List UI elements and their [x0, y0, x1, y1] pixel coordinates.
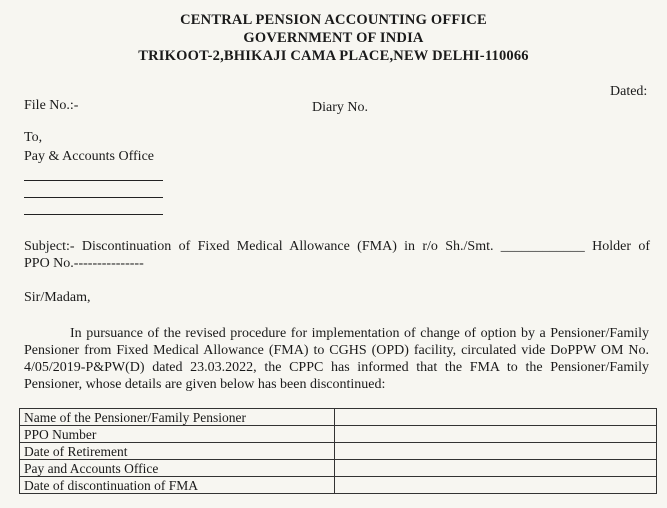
subject-line-2: PPO No.---------------: [24, 256, 144, 271]
office-name: CENTRAL PENSION ACCOUNTING OFFICE: [180, 12, 487, 28]
pensioner-details-table: [19, 408, 657, 494]
row-label: PPO Number: [20, 426, 335, 443]
dated-label: Dated:: [610, 84, 648, 99]
row-value: [335, 409, 657, 426]
table-row: [20, 426, 657, 443]
address-blank-line-3: [24, 214, 163, 215]
office-address: TRIKOOT-2,BHIKAJI CAMA PLACE,NEW DELHI-110066: [138, 48, 529, 64]
table-row: [20, 477, 657, 494]
table-row: [20, 443, 657, 460]
address-blank-line-1: [24, 180, 163, 181]
row-label: Date of Retirement: [20, 443, 335, 460]
table-row: [20, 409, 657, 426]
government-name: GOVERNMENT OF INDIA: [243, 30, 424, 46]
body-paragraph: In pursuance of the revised procedure for implementation of change of option by a Pensioner/Family Pensioner from Fixed Medical Allowance (FMA) to CGHS (OPD) facility, circulated vide DoPPW OM No. 4/05/2019-P&PW(D) dated 23.03.2022, the CPPC has informed that the FMA to the Pensioner/Family Pensioner, whose details are given below has been discontinued:: [24, 326, 649, 392]
row-value: [335, 477, 657, 494]
diary-no-label: Diary No.: [312, 100, 368, 115]
to-label: To,: [24, 130, 43, 145]
row-value: [335, 426, 657, 443]
subject-line-1: Subject:- Discontinuation of Fixed Medical Allowance (FMA) in r/o Sh./Smt. ____________ Holder of: [24, 239, 650, 254]
row-label: Name of the Pensioner/Family Pensioner: [20, 409, 335, 426]
table-row: [20, 460, 657, 477]
addressee-office: Pay & Accounts Office: [24, 149, 154, 164]
file-no-label: File No.:-: [24, 98, 79, 113]
row-value: [335, 460, 657, 477]
salutation: Sir/Madam,: [24, 290, 91, 305]
row-label: Date of discontinuation of FMA: [20, 477, 335, 494]
address-blank-line-2: [24, 197, 163, 198]
row-value: [335, 443, 657, 460]
row-label: Pay and Accounts Office: [20, 460, 335, 477]
